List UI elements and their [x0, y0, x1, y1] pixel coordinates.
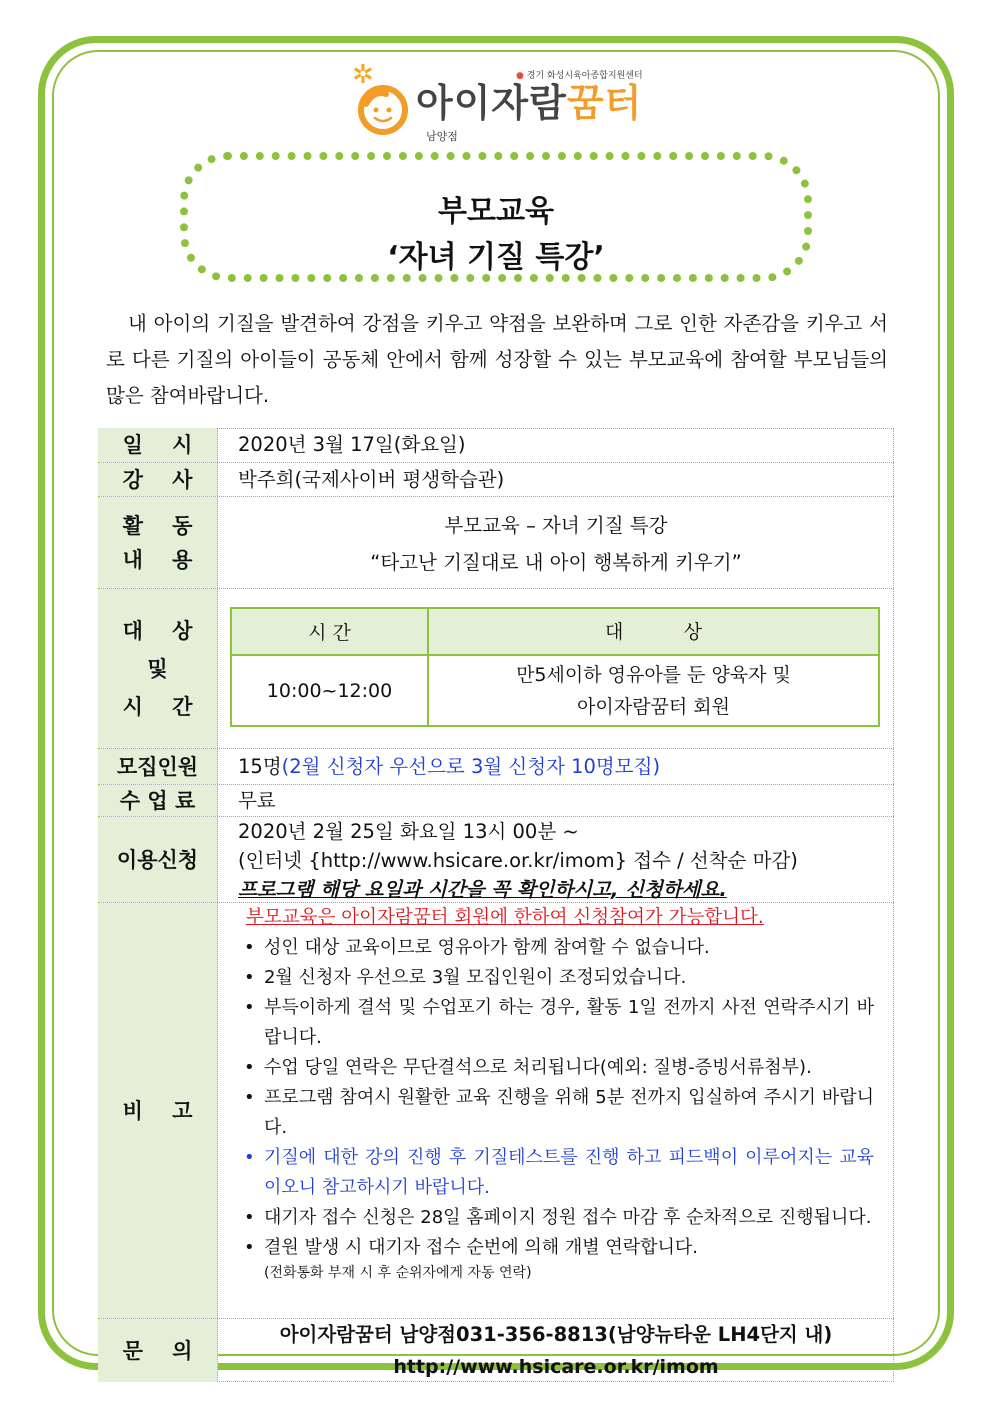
note-item: • 부득이하게 결석 및 수업포기 하는 경우, 활동 1일 전까지 사전 연락주시기 바랍니다. [242, 993, 874, 1053]
notes-headline: 부모교육은 아이자람꿈터 회원에 한하여 신청참여가 가능합니다. [246, 907, 764, 928]
schedule-time: 10:00~12:00 [232, 656, 429, 725]
value-activity: 부모교육 – 자녀 기질 특강 “타고난 기질대로 내 아이 행복하게 키우기” [370, 514, 742, 574]
value-date: 2020년 3월 17일(화요일) [238, 433, 466, 456]
note-item: • 결원 발생 시 대기자 접수 순번에 의해 개별 연락합니다. [242, 1233, 874, 1263]
title-line1: 부모교육 [438, 194, 554, 229]
note-item: • 성인 대상 교육이므로 영유아가 함께 참여할 수 없습니다. [242, 933, 874, 963]
row-target [98, 588, 894, 748]
value-fee: 무료 [238, 789, 276, 812]
label-activity: 활 동 내 용 [98, 497, 218, 588]
value-lecturer: 박주희(국제사이버 평생학습관) [238, 468, 505, 491]
row-recruit [98, 748, 894, 784]
label-lecturer: 강 사 [98, 463, 218, 496]
value-notes [242, 903, 874, 1318]
note-item: • 수업 당일 연락은 무단결석으로 처리됩니다(예외: 질병-증빙서류첨부). [242, 1053, 874, 1083]
label-recruit: 모집인원 [98, 749, 218, 784]
title-box [180, 152, 812, 282]
label-date: 일 시 [98, 428, 218, 462]
schedule-target: 만5세이하 영유아를 둔 양육자 및 아이자람꿈터 회원 [516, 663, 791, 718]
apply-warning: 프로그램 해당 요일과 시간을 꼭 확인하시고, 신청하세요. [238, 878, 727, 901]
note-item: • 2월 신청자 우선으로 3월 모집인원이 조정되었습니다. [242, 963, 874, 993]
label-apply: 이용신청 [98, 817, 218, 902]
header-time: 시 간 [232, 609, 429, 654]
label-notes: 비 고 [98, 903, 218, 1318]
schedule-table [230, 607, 880, 727]
row-date [98, 428, 894, 462]
row-activity [98, 496, 894, 588]
row-notes [98, 902, 894, 1318]
row-fee [98, 784, 894, 816]
logo [352, 60, 652, 146]
value-apply: 2020년 2월 25일 화요일 13시 00분 ~ (인터넷 {http://www.hsicare.or.kr/imom} 접수 / 선착순 마감) 프로그램 해당 요일과 시간을 꼭 확인하시고, 신청하세요. [238, 817, 886, 902]
label-target: 대 상 및 시 간 [98, 589, 218, 748]
header-target: 대 상 [604, 620, 703, 643]
schedule-row [232, 656, 878, 725]
label-fee: 수 업 료 [98, 785, 218, 816]
notes-list [242, 933, 874, 1263]
smiling-face-icon [356, 82, 410, 136]
title-line2: ‘자녀 기질 특강’ [387, 240, 605, 275]
value-contact: 아이자람꿈터 남양점031-356-8813(남양뉴타운 LH4단지 내) http://www.hsicare.or.kr/imom [218, 1319, 894, 1382]
value-recruit: 15명(2월 신청자 우선으로 3월 신청자 10명모집) [238, 755, 661, 778]
center-name: ● 경기 화성시육아종합지원센터 [516, 71, 643, 81]
note-item: • 프로그램 참여시 원활한 교육 진행을 위해 5분 전까지 입실하여 주시기 바랍니다. [242, 1083, 874, 1143]
row-lecturer [98, 462, 894, 496]
contact-url[interactable]: http://www.hsicare.or.kr/imom [393, 1356, 719, 1378]
brand-name: 아이자람꿈터 [416, 81, 643, 125]
row-apply [98, 816, 894, 902]
note-item: • 기질에 대한 강의 진행 후 기질테스트를 진행 하고 피드백이 이루어지는 교육이오니 참고하시기 바랍니다. [242, 1143, 874, 1203]
star-icon: ✲ [352, 60, 374, 90]
notes-footnote: (전화통화 부재 시 후 순위자에게 자동 연락) [264, 1265, 532, 1281]
row-contact [98, 1318, 894, 1382]
intro-paragraph: 내 아이의 기질을 발견하여 강점을 키우고 약점을 보완하며 그로 인한 자존감을 키우고 서로 다른 기질의 아이들이 공동체 안에서 함께 성장할 수 있는 부모교육에 참여할 부모님들의 많은 참여바랍니다. [106, 312, 888, 407]
schedule-header [232, 609, 878, 656]
note-item: • 대기자 접수 신청은 28일 홈페이지 정원 접수 마감 후 순차적으로 진행됩니다. [242, 1203, 874, 1233]
label-contact: 문 의 [98, 1319, 218, 1382]
branch-name: 남양점 [426, 130, 458, 143]
